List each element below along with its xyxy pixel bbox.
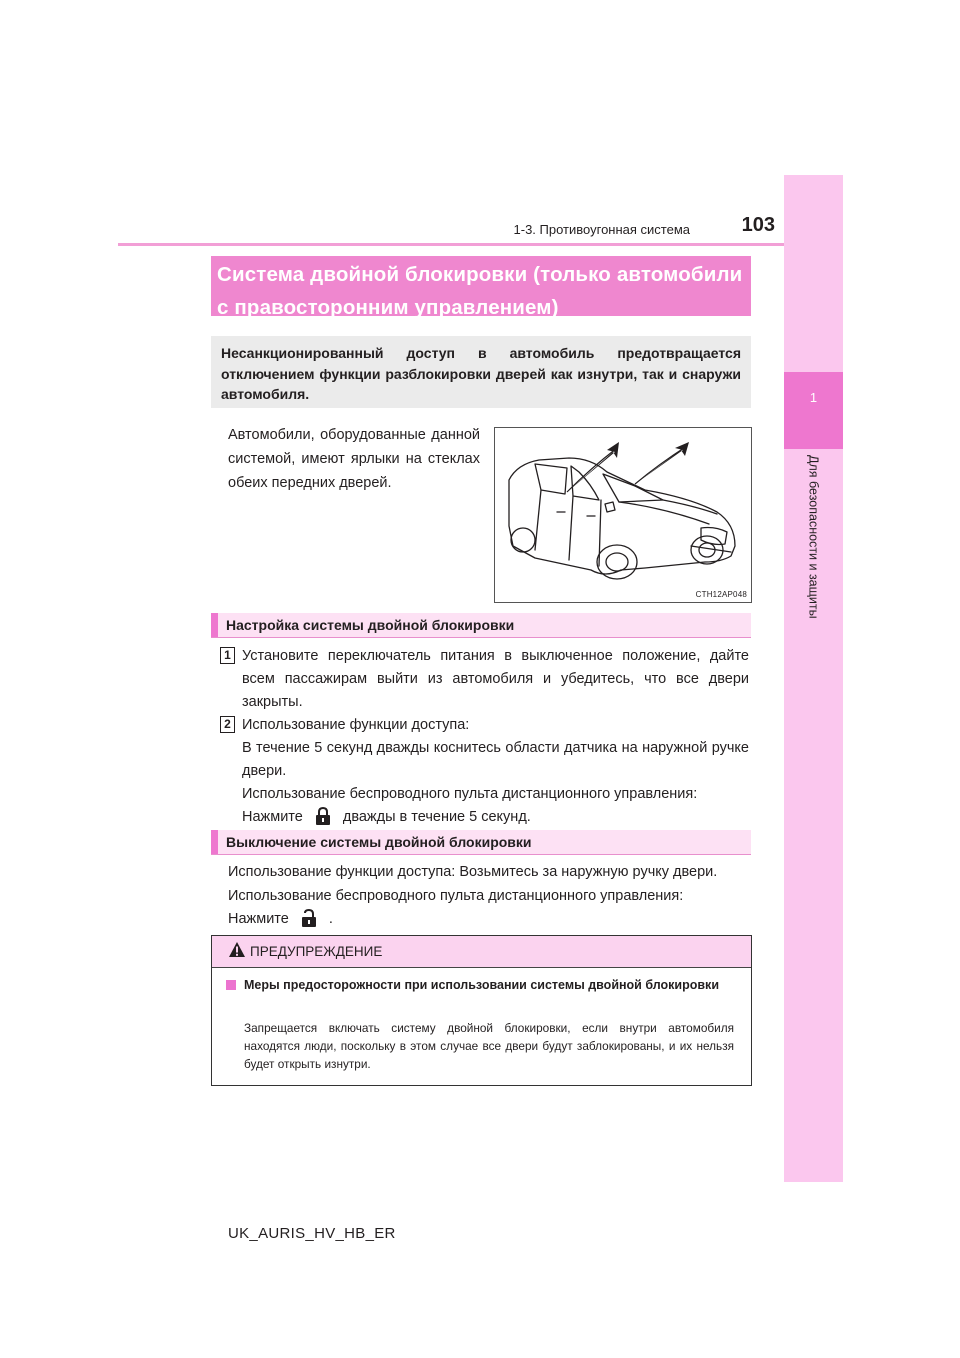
header-divider [118,243,784,246]
body-paragraph: Автомобили, оборудованные данной системой, имеют ярлыки на стеклах обеих передних дверей. [228,427,480,491]
cancel-period: . [328,911,333,927]
cancel-line-1: Использование функции доступа: Возьмитесь за наружную ручку двери. [228,864,718,880]
warning-icon [228,941,246,958]
title-line-1: Система двойной блокировки (только автомобили [217,263,743,286]
warning-text: Запрещается включать систему двойной блокировки, если внутри автомобиля находятся люди, поскольку в этом случае все двери будут заблокированы, и их нельзя будет открыть изнутри. [244,1021,734,1071]
title-line-2: с правосторонним управлением) [217,296,559,319]
step-2-line-3: Использование беспроводного пульта дистанционного управления: [242,786,698,802]
cancel-press: Нажмите [228,911,289,927]
chapter-label: Для безопасности и защиты [806,455,821,619]
page-title [211,256,751,319]
document-code: UK_AURIS_HV_HB_ER [228,1225,396,1242]
chapter-tab[interactable] [784,372,843,449]
warning-bullet [226,980,236,990]
intro-text: Несанкционированный доступ в автомобиль предотвращается отключением функции разблокировки дверей как изнутри, так и снаружи автомобиля. [221,345,741,402]
page-number: 103 [741,214,775,236]
warning-box [211,935,752,1086]
step-1-text: Установите переключатель питания в выключенное положение, дайте всем пассажирам выйти из автомобиля и убедитесь, что все двери закрыты. [242,648,749,710]
setup-heading-text: Настройка системы двойной блокировки [226,617,515,633]
cancel-line-3 [228,908,749,932]
car-with-arrows-illustration [495,428,751,602]
step-2-press: Нажмите [242,809,303,825]
step-2-line-2: В течение 5 секунд дважды коснитесь области датчика на наружной ручке двери. [242,740,749,779]
cancel-heading-text: Выключение системы двойной блокировки [226,834,532,850]
step-2-line-4 [242,806,749,829]
step-2-line-1: Использование функции доступа: [242,717,470,733]
figure-code: CTH12AP048 [695,590,747,599]
warning-header [212,936,751,968]
cancel-heading [211,830,751,855]
step-2-twice: дважды в течение 5 секунд. [342,809,531,825]
step-2-badge: 2 [220,716,235,733]
warning-title: ПРЕДУПРЕЖДЕНИЕ [250,944,383,959]
intro-box [211,336,751,408]
lock-icon [315,807,331,825]
cancel-block [228,861,749,932]
unlock-icon [301,909,317,927]
side-tab-strip [784,175,843,1182]
warning-subtitle: Меры предосторожности при использовании системы двойной блокировки [244,978,719,992]
section-label: 1-3. Противоугонная система [513,222,690,237]
cancel-line-2: Использование беспроводного пульта дистанционного управления: [228,887,684,904]
step-2-block [242,714,749,829]
chapter-number: 1 [809,390,818,405]
car-illustration [494,427,752,603]
setup-heading [211,613,751,638]
step-1-badge: 1 [220,647,235,664]
